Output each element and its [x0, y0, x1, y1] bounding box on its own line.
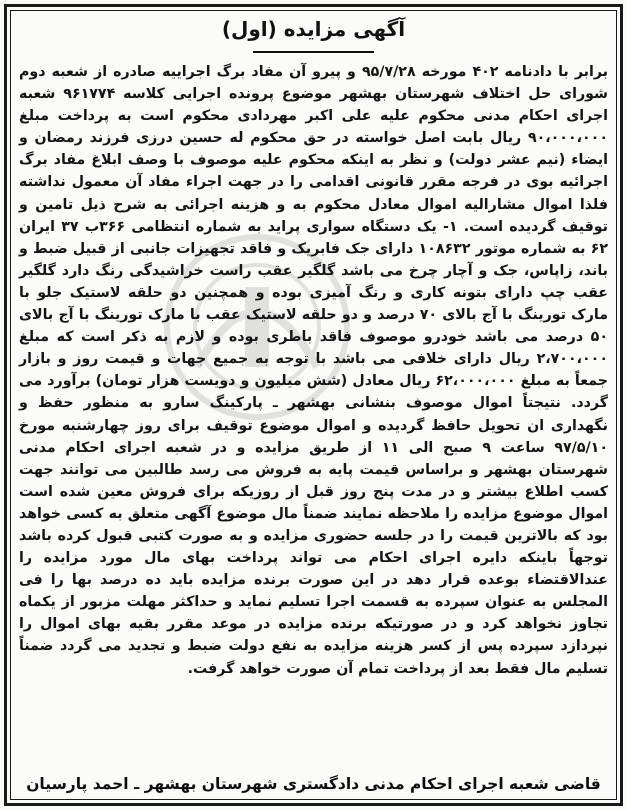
- notice-signature: قاضی شعبه اجرای احکام مدنی دادگستری شهرستان بهشهر ـ احمد پارسیان: [26, 775, 601, 793]
- notice-title: آگهی مزایده (اول): [221, 17, 406, 41]
- notice-body-paragraph: برابر با دادنامه ۴۰۲ مورخه ۹۵/۷/۲۸ و پیرو آن مفاد برگ اجراییه صادره از شعبه دوم شورای حل اختلاف شهرستان بهشهر موضوع پرونده اجرایی کلاسه ۹۶۱۷۷۴ شعبه اجرای احکام مدنی محکوم علیه علی اکبر مهردادی محکوم است به پرداخت مبلغ ۹۰،۰۰۰،۰۰۰ ریال بابت اصل خواسته در حق محکوم له حسین درزی فرزند رمضان و ایضاء (نیم عشر دولت) و نظر به اینکه محکوم علیه موصوف با وصف ابلاغ مفاد برگ اجرائیه بوی در فرجه مقرر قانونی اقدامی را در جهت اجراء مفاد آن معمول نداشته فلذا اموال مشارالیه اموال معادل محکوم به و هزینه اجرائی به شرح ذیل تامین و توقیف گردیده است. ۱- یک دستگاه سواری پراید به شماره انتظامی ۳۶۶ب ۳۷ ایران ۶۲ به شماره موتور ۱۰۸۶۳۲ دارای جک فابریک و فاقد تجهیزات جانبی از قبیل ضبط و باند، زاپاس، جک و آچار چرخ می باشد گلگیر عقب راست خراشیدگی رنگ دارد گلگیر عقب چپ دارای بتونه کاری و رنگ آمیزی بوده و همچنین دو حلقه لاستیک جلو با مارک تورینگ با آج بالای ۷۰ درصد و دو حلقه لاستیک عقب با مارک تورینگ با آج بالای ۵۰ درصد می باشد خودرو موصوف فاقد باطری بوده و لازم به ذکر است که مبلغ ۲،۷۰۰،۰۰۰ ریال دارای خلافی می باشد با توجه به جمیع جهات و قیمت روز و بازار جمعاً به مبلغ ۶۲،۰۰۰،۰۰۰ ریال معادل (شش میلیون و دویست هزار تومان) برآورد می گردد. نتیجتاً اموال موصوف بنشانی بهشهر ـ پارکینگ سارو به منظور حفظ و نگهداری ان تحویل حافظ گردیده و اموال موضوع توقیف برای روز چهارشنبه مورخ ۹۷/۵/۱۰ ساعت ۹ صبح الی ۱۱ از طریق مزایده و در شعبه اجرای احکام مدنی شهرستان بهشهر و براساس قیمت پایه به فروش می رسد طالبین می توانند جهت کسب اطلاع بیشتر و در مدت پنج روز قبل از روزیکه برای فروش معین شده است اموال موضوع مزایده را ملاحظه نمایند ضمناً مال موضوع آگهی متعلق به کسی خواهد بود که بالاترین قیمت را در جلسه حضوری مزایده و به صورت کتبی قبول کرده باشد توجهاً باینکه دایره اجرای احکام می تواند پرداخت بهای مال مورد مزایده را عندالاقتضاء بوعده قرار دهد در این صورت برنده مزایده باید ده درصد بها را فی المجلس به عنوان سپرده به قسمت اجرا تسلیم نماید و حداکثر مهلت مزبور از یکماه تجاوز نخواهد کرد و در صورتیکه برنده مزایده در موعد مقرر بقیه بهای اموال را نپردازد سپرده پس از کسر هزینه مزایده به نفع دولت ضبط و تجدید می گردد ضمناً تسلیم مال فقط بعد از پرداخت تمام آن صورت خواهد گرفت.: [19, 64, 608, 677]
- notice-frame: [4, 4, 623, 806]
- notice-body: [19, 61, 608, 680]
- title-underline: [253, 51, 374, 53]
